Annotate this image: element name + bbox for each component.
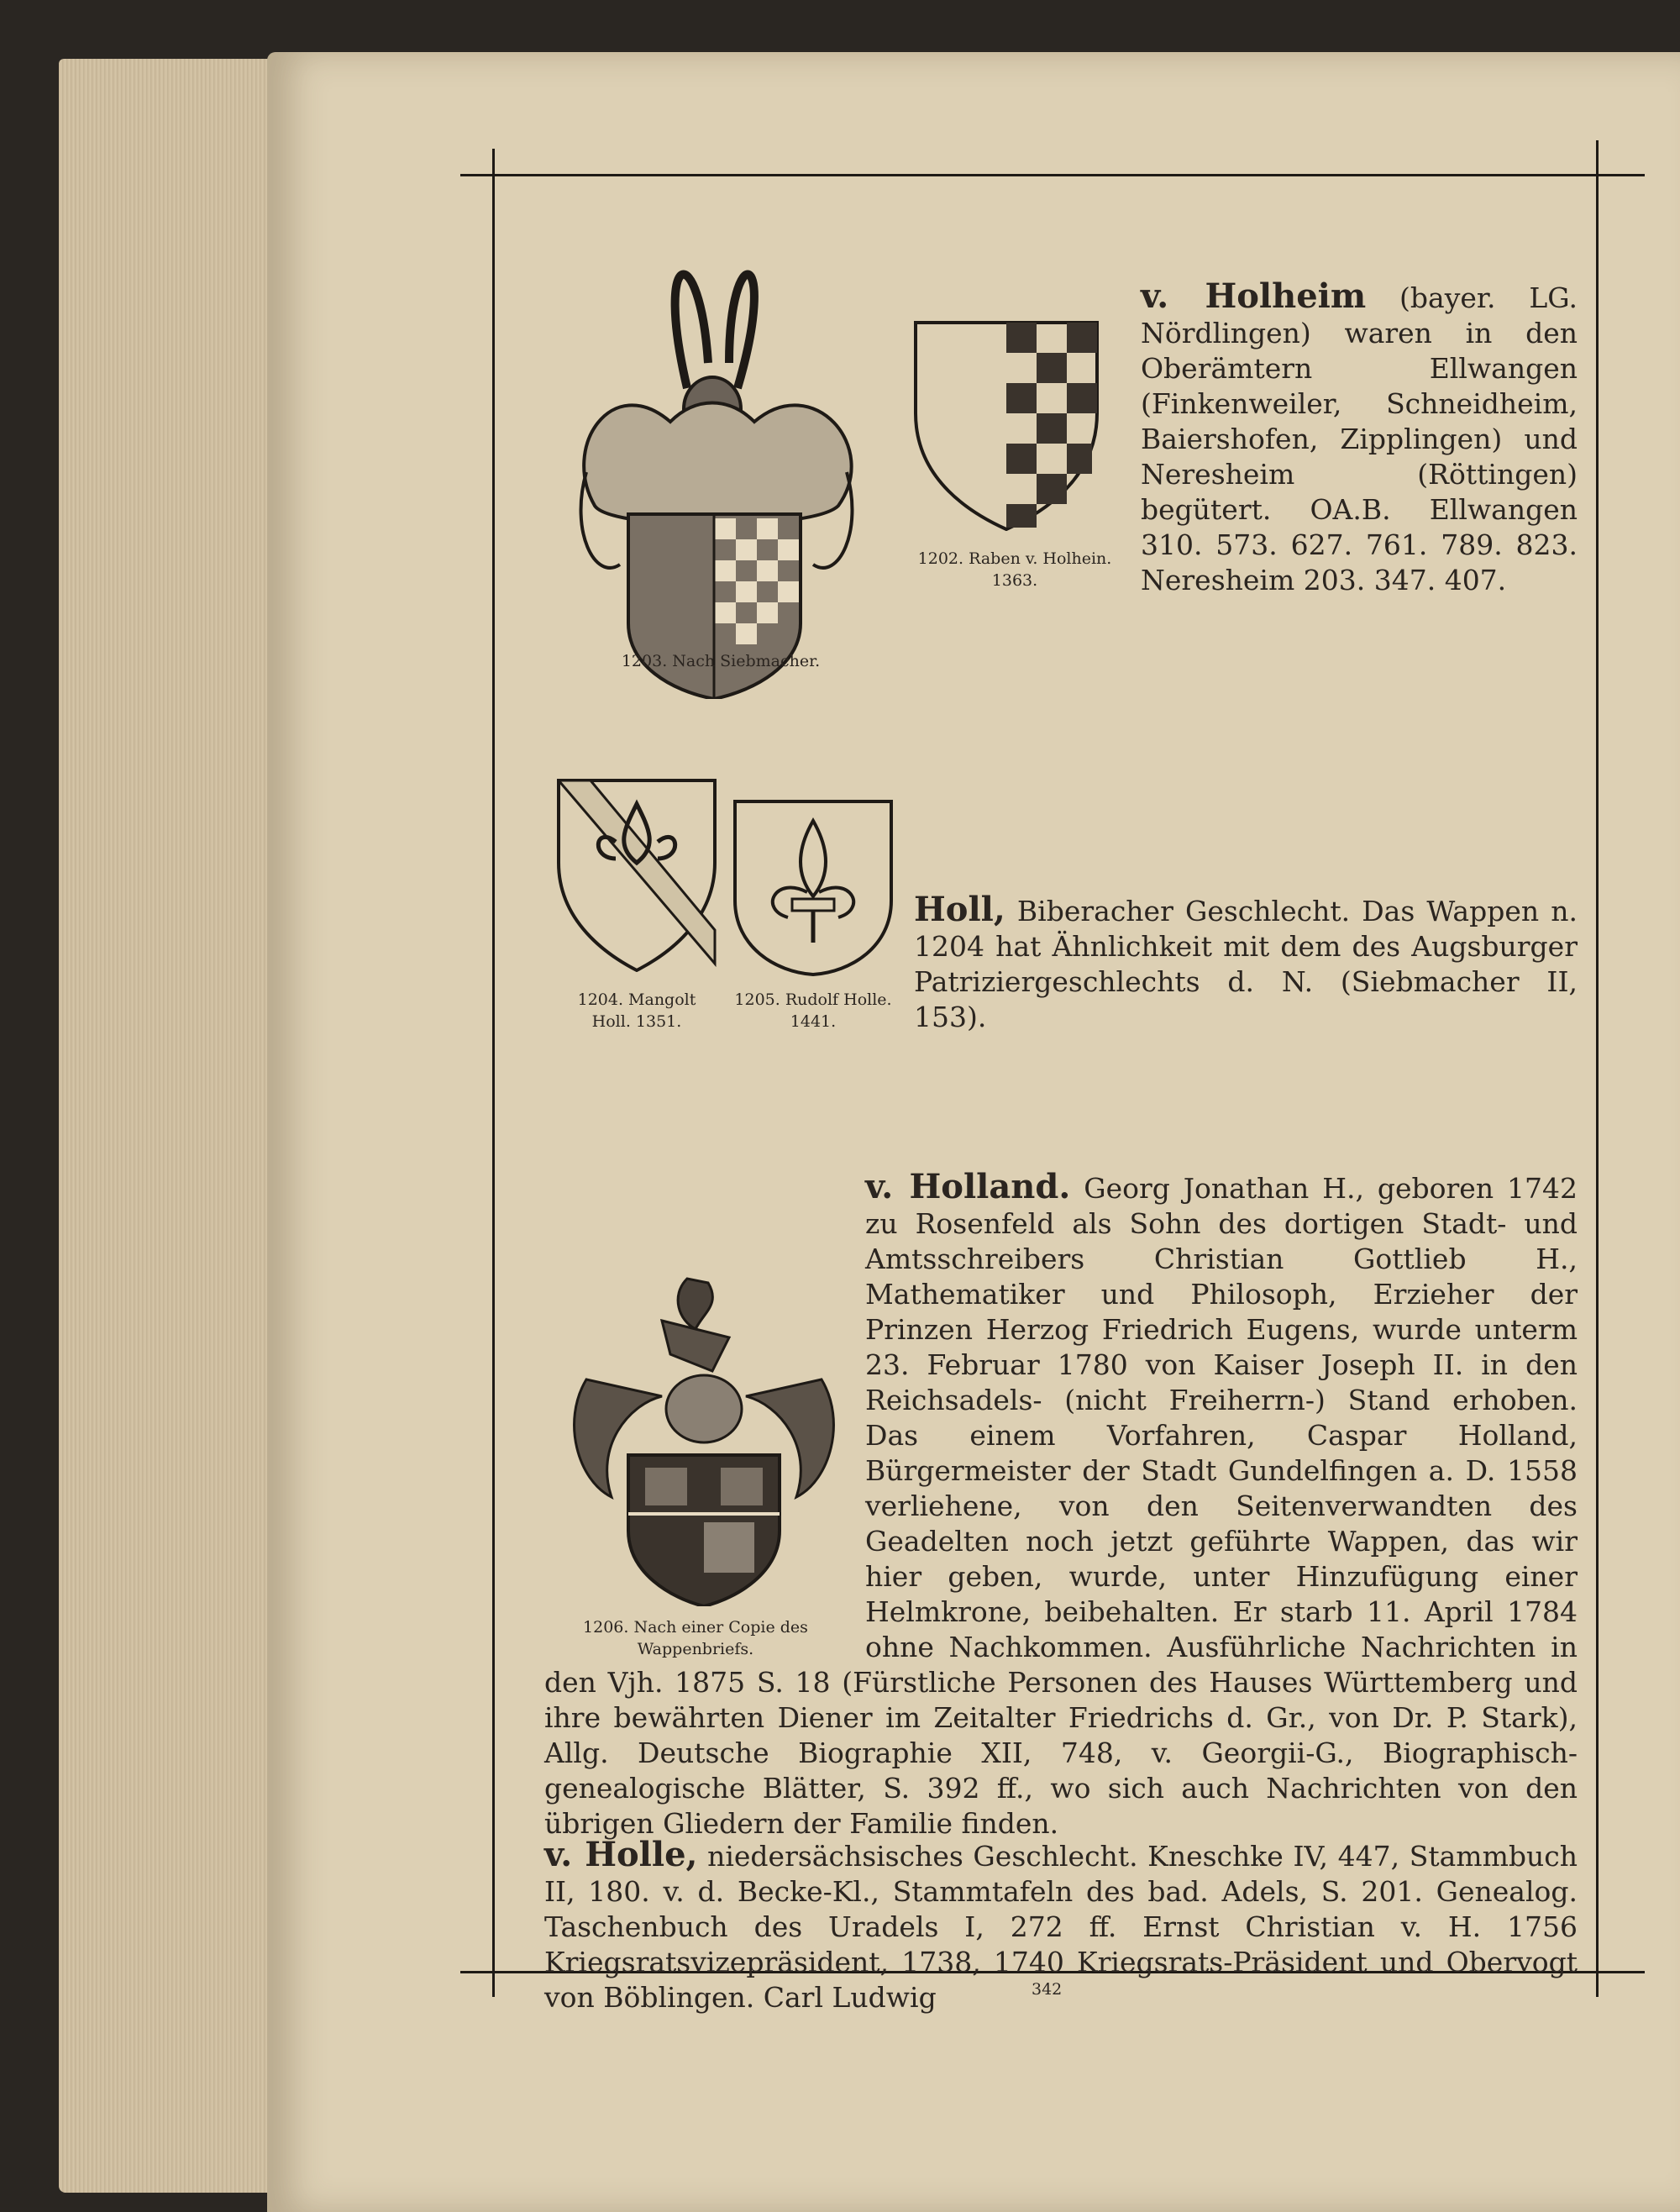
caption-1205-line1: 1205. Rudolf Holle. [734,990,892,1009]
entry-holl-heading: Holl, [914,890,1005,929]
caption-1202-line2: 1363. [991,571,1038,590]
entry-holheim-body: (bayer. LG. Nördlingen) waren in den Oberämtern Ellwangen (Finkenweiler, Schneidheim, Baiershofen, Zipplingen) und Neresheim (Röttingen) begütert. OA.B. Ellwangen 310. 573. 627. 761. 789. 823. Neresheim 203. 347. 407. [1141,281,1578,596]
entry-holl [914,892,1578,1035]
entry-holheim-heading: v. Holheim [1141,276,1367,316]
caption-1204-line2: Holl. 1351. [591,1012,682,1031]
caption-1203: 1203. Nach Siebmacher. [621,652,821,670]
coat-of-arms-holheim-crested-icon [561,229,880,699]
entry-holle-body: niedersächsisches Geschlecht. Kneschke IV, 447, Stammbuch II, 180. v. d. Becke-Kl., Stammtafeln des bad. Adels, S. 201. Genealog. Taschenbuch des Uradels I, 272 ff. Ernst Christian v. H. 1756 Kriegsratsvizepräsident, 1738, 1740 Kriegsrats-Präsident und Obervogt von Böblingen. Carl Ludwig [544,1840,1578,2014]
frame-top-rule [460,174,1645,176]
caption-1202-line1: 1202. Raben v. Holhein. [917,549,1112,568]
entry-holland-wrap-float [544,1240,847,1635]
caption-1205-line2: 1441. [790,1012,837,1031]
entry-holl-body: Biberacher Geschlecht. Das Wappen n. 1204 hat Ähnlichkeit mit dem des Augsburger Patriziergeschlechts d. N. (Siebmacher II, 153). [914,895,1578,1033]
caption-1204-line1: 1204. Mangolt [577,990,696,1009]
page-number: 342 [1032,1980,1063,1999]
entry-holle-heading: v. Holle, [544,1835,698,1874]
frame-left-rule [492,149,495,1997]
entry-holland-heading: v. Holland. [865,1167,1071,1206]
shield-fleur-de-lis-icon [733,800,893,976]
entry-holland [544,1169,1578,1842]
caption-1206-line1: 1206. Nach einer Copie des [583,1618,808,1637]
shield-checkered-icon [914,321,1099,531]
entry-holheim [1141,276,1578,598]
entry-holland-body: Georg Jonathan H., geboren 1742 zu Rosenfeld als Sohn des dortigen Stadt- und Amtsschreibers Christian Gottlieb H., Mathematiker und Philosoph, Erzieher der Prinzen Herzog Friedrich Eugens, wurde unterm 23. Februar 1780 von Kaiser Joseph II. in den Reichsadels- (nicht Freiherrn-) Stand erhoben. Das einem Vorfahren, Caspar Holland, Bürgermeister der Stadt Gundelfingen a. D. 1558 verliehene, von den Seitenverwandten des Geadelten noch jetzt geführte Wappen, das wir hier geben, wurde, unter Hinzufügung einer Helmkrone, beibehalten. Er starb 11. April 1784 ohne Nachkommen. Ausführliche Nachrichten in den Vjh. 1875 S. 18 (Fürstliche Personen des Hauses Württemberg und ihre bewährten Diener im Zeitalter Friedrichs d. Gr., von Dr. P. Stark), Allg. Deutsche Biographie XII, 748, v. Georgii-G., Biographisch-genealogische Blätter, S. 392 ff., wo sich auch Nachrichten von den übrigen Gliedern der Familie finden. [544,1172,1578,1840]
caption-1206-line2: Wappenbriefs. [637,1640,754,1658]
shield-bend-fleur-icon [557,779,717,972]
book-page [267,52,1680,2212]
frame-right-rule [1596,140,1599,1997]
